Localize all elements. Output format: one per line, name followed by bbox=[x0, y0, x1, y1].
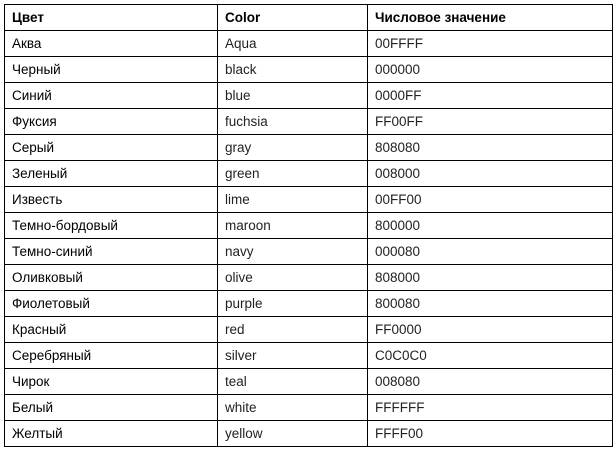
column-header-value: Числовое значение bbox=[368, 5, 613, 31]
hex-value-cell: FFFFFF bbox=[368, 395, 613, 421]
color-name-en-cell: fuchsia bbox=[218, 109, 368, 135]
hex-value-cell: FF0000 bbox=[368, 317, 613, 343]
table-body bbox=[5, 31, 613, 447]
color-name-ru-cell: Темно-синий bbox=[5, 239, 218, 265]
color-name-en-cell: white bbox=[218, 395, 368, 421]
table-row bbox=[5, 161, 613, 187]
color-name-en-cell: black bbox=[218, 57, 368, 83]
column-header-name-ru: Цвет bbox=[5, 5, 218, 31]
table-row bbox=[5, 291, 613, 317]
table-row bbox=[5, 135, 613, 161]
table-row bbox=[5, 109, 613, 135]
color-name-en-cell: red bbox=[218, 317, 368, 343]
table-row bbox=[5, 213, 613, 239]
hex-value-cell: FF00FF bbox=[368, 109, 613, 135]
hex-value-cell: FFFF00 bbox=[368, 421, 613, 447]
color-name-en-cell: Aqua bbox=[218, 31, 368, 57]
color-name-ru-cell: Темно-бордовый bbox=[5, 213, 218, 239]
color-name-ru-cell: Черный bbox=[5, 57, 218, 83]
color-name-en-cell: olive bbox=[218, 265, 368, 291]
color-name-en-cell: gray bbox=[218, 135, 368, 161]
hex-value-cell: 00FFFF bbox=[368, 31, 613, 57]
table-row bbox=[5, 239, 613, 265]
column-header-name-en: Color bbox=[218, 5, 368, 31]
hex-value-cell: 000000 bbox=[368, 57, 613, 83]
color-name-en-cell: purple bbox=[218, 291, 368, 317]
hex-value-cell: 808000 bbox=[368, 265, 613, 291]
hex-value-cell: 800080 bbox=[368, 291, 613, 317]
table-row bbox=[5, 83, 613, 109]
color-name-ru-cell: Чирок bbox=[5, 369, 218, 395]
color-name-ru-cell: Фиолетовый bbox=[5, 291, 218, 317]
color-name-ru-cell: Зеленый bbox=[5, 161, 218, 187]
table-row bbox=[5, 31, 613, 57]
hex-value-cell: 008000 bbox=[368, 161, 613, 187]
color-name-ru-cell: Белый bbox=[5, 395, 218, 421]
table-row bbox=[5, 395, 613, 421]
color-name-en-cell: navy bbox=[218, 239, 368, 265]
color-name-ru-cell: Фуксия bbox=[5, 109, 218, 135]
color-name-en-cell: maroon bbox=[218, 213, 368, 239]
color-name-ru-cell: Синий bbox=[5, 83, 218, 109]
hex-value-cell: 008080 bbox=[368, 369, 613, 395]
hex-value-cell: 00FF00 bbox=[368, 187, 613, 213]
color-name-ru-cell: Желтый bbox=[5, 421, 218, 447]
color-table bbox=[4, 4, 613, 447]
hex-value-cell: C0C0C0 bbox=[368, 343, 613, 369]
table-row bbox=[5, 343, 613, 369]
header-row bbox=[5, 5, 613, 31]
color-name-ru-cell: Аква bbox=[5, 31, 218, 57]
color-name-en-cell: blue bbox=[218, 83, 368, 109]
hex-value-cell: 0000FF bbox=[368, 83, 613, 109]
color-name-en-cell: teal bbox=[218, 369, 368, 395]
table-header bbox=[5, 5, 613, 31]
color-name-en-cell: silver bbox=[218, 343, 368, 369]
table-row bbox=[5, 369, 613, 395]
table-row bbox=[5, 187, 613, 213]
color-name-ru-cell: Серый bbox=[5, 135, 218, 161]
color-name-en-cell: lime bbox=[218, 187, 368, 213]
table-row bbox=[5, 57, 613, 83]
table-row bbox=[5, 265, 613, 291]
table-row bbox=[5, 317, 613, 343]
color-name-ru-cell: Красный bbox=[5, 317, 218, 343]
color-name-ru-cell: Серебряный bbox=[5, 343, 218, 369]
table-row bbox=[5, 421, 613, 447]
hex-value-cell: 808080 bbox=[368, 135, 613, 161]
color-name-ru-cell: Известь bbox=[5, 187, 218, 213]
color-name-en-cell: green bbox=[218, 161, 368, 187]
hex-value-cell: 800000 bbox=[368, 213, 613, 239]
color-name-en-cell: yellow bbox=[218, 421, 368, 447]
color-name-ru-cell: Оливковый bbox=[5, 265, 218, 291]
hex-value-cell: 000080 bbox=[368, 239, 613, 265]
